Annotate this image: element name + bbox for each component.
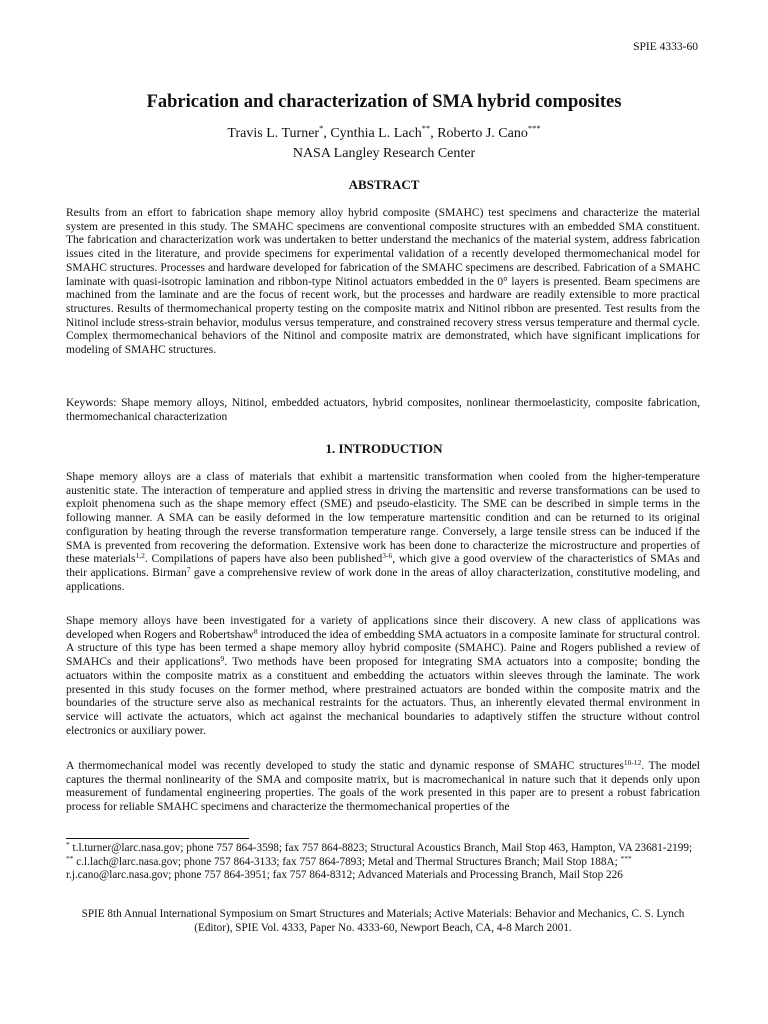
footnote xyxy=(66,842,700,883)
conference-citation: SPIE 8th Annual International Symposium on Smart Structures and Materials; Active Materials: Behavior and Mechanics, C. S. Lynch (Editor), SPIE Vol. 4333, Paper No. 4333-60, Newport Beach, CA, 4-8 March 2001. xyxy=(81,908,685,934)
paper-title: Fabrication and characterization of SMA hybrid composites xyxy=(146,92,622,112)
author-name: Roberto J. Cano xyxy=(437,126,528,141)
keywords: Keywords: Shape memory alloys, Nitinol, embedded actuators, hybrid composites, nonlinear thermoelasticity, composite fabrication, thermomechanical characterization xyxy=(66,397,700,423)
abstract-heading: ABSTRACT xyxy=(348,177,420,192)
author-separator: , xyxy=(323,126,331,141)
text-run: introduced the idea of embedding SMA actuators in a composite laminate for structural control. A structure of this type has been termed a shape memory alloy hybrid composite (SMAHC). Paine and Rogers published a review of SMAHCs and their applications xyxy=(66,628,700,669)
footnote-mark: ** xyxy=(66,853,74,863)
text-run: A thermomechanical model was recently developed to study the static and dynamic response of SMAHC structures xyxy=(66,760,624,772)
footnote-mark: * xyxy=(66,840,70,849)
author-mark: *** xyxy=(527,123,541,133)
text-run: Shape memory alloys are a class of materials that exhibit a martensitic transformation when cooled from the higher-temperature austenitic state. The interaction of temperature and applied stress in driving the martensitic and reverse transformations can be used to exploit phenomena such as the shape memory effect (SME) and pseudo-elasticity. The SME can be described in simple terms in the following manner. A SMA can be easily deformed in the low temperature martensitic condition and can be returned to its original configuration by heating through the reverse transformation temperature range. Conversely, a large tensile stress can be induced if the SMA is prevented from recovering the deformation. Extensive work has been done to characterize the microstructure and properties of these materials xyxy=(66,471,700,566)
footnote-mark: *** xyxy=(620,853,632,863)
author-mark: * xyxy=(319,123,324,133)
citation-ref: 3-6 xyxy=(382,551,393,561)
citation-ref: 8 xyxy=(253,626,258,636)
text-run: gave a comprehensive review of work done in the areas of alloy characterization, constitutive modeling, and applications. xyxy=(66,566,700,593)
intro-paragraph-1 xyxy=(66,471,700,594)
author-name: Cynthia L. Lach xyxy=(330,126,422,141)
footnote-text: c.l.lach@larc.nasa.gov; phone 757 864-3133; fax 757 864-7893; Metal and Thermal Structures Branch; Mail Stop 188A; xyxy=(73,855,621,868)
text-run: . Two methods have been proposed for integrating SMA actuators into a composite; bonding the actuators within the composite matrix as a constituent and embedding the actuators within sleeves through the laminate. The work presented in this study focuses on the former method, where prestrained actuators are bonded within the composite matrix and the boundaries of the structure serve also as mechanical restraints for the actuators. Thus, an inherently elevated thermal environment in service will activate the actuators, which act against the mechanical boundaries to adaptively stiffen the structure without control electronics or auxiliary power. xyxy=(66,656,700,737)
author-name: Travis L. Turner xyxy=(227,126,320,141)
section-heading-introduction: 1. INTRODUCTION xyxy=(325,441,443,456)
intro-paragraph-2 xyxy=(66,615,700,738)
abstract-text: Results from an effort to fabrication shape memory alloy hybrid composite (SMAHC) test specimens and characterize the material system are presented in this study. The SMAHC specimens are conventional composite structures with an embedded SMA constituent. The fabrication and characterization work was undertaken to better understand the mechanics of the material system, address fabrication issues cited in the literature, and provide specimens for experimental validation of a recently developed thermomechanical model for SMAHC structures. Processes and hardware developed for fabrication of the SMAHC specimens are described. Fabrication of a SMAHC laminate with quasi-isotropic lamination and ribbon-type Nitinol actuators embedded in the 0° layers is presented. Beam specimens are machined from the laminate and are the focus of recent work, but the processes and hardware are readily extensible to more practical structures. Results of thermomechanical property testing on the composite matrix and Nitinol ribbon are presented. Test results from the Nitinol include stress-strain behavior, modulus versus temperature, and constrained recovery stress versus temperature and thermal cycle. Complex thermomechanical behaviors of the Nitinol and composite matrix are demonstrated, which have significant implications for modeling of SMAHC structures. xyxy=(66,207,700,357)
author-separator: , xyxy=(430,126,438,141)
citation-ref: 10-12 xyxy=(623,758,642,767)
affiliation: NASA Langley Research Center xyxy=(292,146,476,161)
citation-ref: 9 xyxy=(220,654,225,664)
footnote-text: r.j.cano@larc.nasa.gov; phone 757 864-3951; fax 757 864-8312; Advanced Materials and Processing Branch, Mail Stop 226 xyxy=(66,869,623,882)
text-run: . The model captures the thermal nonlinearity of the SMA and composite matrix, but is macromechanical in nature such that it depends only upon measurement of fundamental engineering properties. The goals of the work presented in this paper are to present a robust fabrication process for reliable SMAHC specimens and characterize the thermomechanical properties of the xyxy=(66,760,700,814)
author-mark: ** xyxy=(421,123,431,133)
citation-ref: 1,2 xyxy=(135,551,145,561)
paper-id: SPIE 4333-60 xyxy=(633,41,698,53)
citation-ref: 7 xyxy=(186,564,191,574)
text-run: . Compilations of papers have also been published xyxy=(144,553,383,566)
text-run: , which give a good overview of the characteristics of SMAs and their applications. Birman xyxy=(66,553,701,579)
footnote-text: t.l.turner@larc.nasa.gov; phone 757 864-3598; fax 757 864-8823; Structural Acoustics Branch, Mail Stop 463, Hampton, VA 23681-2199; xyxy=(69,842,693,854)
intro-paragraph-3 xyxy=(66,760,700,815)
text-run: Shape memory alloys have been investigated for a variety of applications since their discovery. A new class of applications was developed when Rogers and Robertshaw xyxy=(66,615,700,641)
author-block xyxy=(0,124,768,164)
author-line xyxy=(0,124,768,144)
footnote-divider xyxy=(66,838,249,839)
